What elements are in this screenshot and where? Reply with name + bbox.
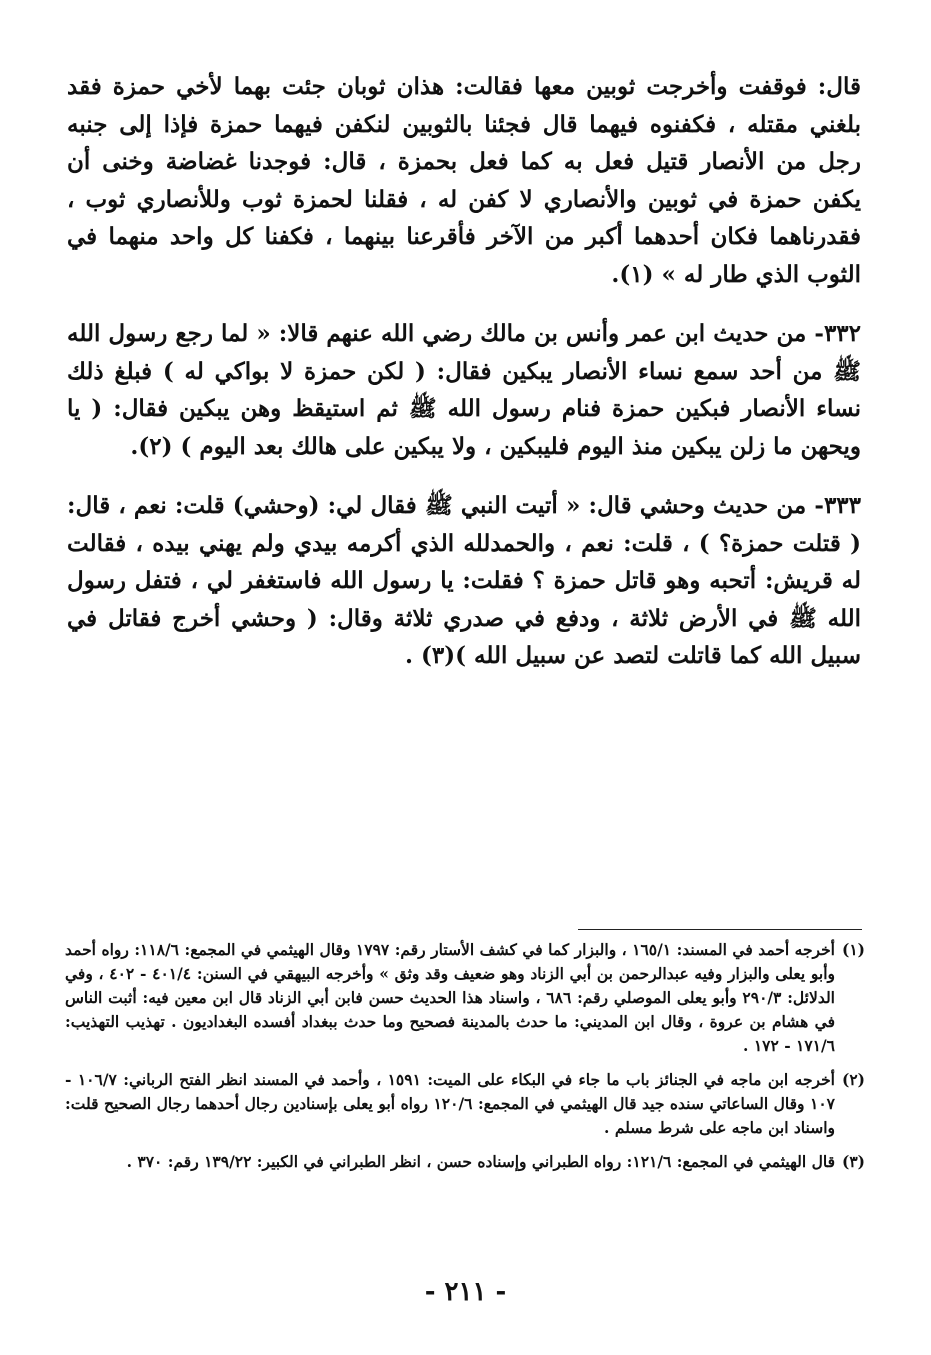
page-number: - ٢١١ -	[424, 1277, 507, 1307]
paragraph-2: ٣٣٢- من حديث ابن عمر وأنس بن مالك رضي الله عنهم قالا: « لما رجع رسول الله ﷺ من أحد سمع نساء الأنصار يبكين فقال: ( لكن حمزة لا بواكي له ) فبلغ ذلك نساء الأنصار فبكين حمزة فنام رسول الله ﷺ ثم استيقظ وهن يبكين فقال: ( يا ويحهن ما زلن يبكين منذ اليوم فليبكين ، ولا يبكين على هالك بعد اليوم ) (٢).	[67, 320, 861, 460]
footnote-2	[65, 1068, 865, 1140]
footnote-number: (١)	[841, 940, 865, 959]
footnote-1	[65, 938, 865, 1058]
footnote-3	[65, 1150, 865, 1174]
footnote-text: قال الهيثمي في المجمع: ١٢١/٦: رواه الطبراني وإسناده حسن ، انظر الطبراني في الكبير: ١٣٩/٢٢ رقم: ٣٧٠ .	[126, 1152, 835, 1171]
paragraph-1: قال: فوقفت وأخرجت ثوبين معها فقالت: هذان ثوبان جئت بهما لأخي حمزة فقد بلغني مقتله ، فكفنوه فيهما قال فجئنا بالثوبين لنكفن فيهما حمزة فإذا إلى جنبه رجل من الأنصار قتيل فعل به كما فعل بحمزة ، قال: فوجدنا غضاضة وخنى أن يكفن حمزة في ثوبين والأنصاري لا كفن له ، فقلنا لحمزة ثوب وللأنصاري ثوب ، فقدرناهما فكان أحدهما أكبر من الآخر فأقرعنا بينهما ، فكفنا كل واحد منهما في الثوب الذي طار له » (١).	[67, 73, 861, 288]
footnote-text: أخرجه ابن ماجه في الجنائز باب ما جاء في البكاء على الميت: ١٥٩١ ، وأحمد في المسند انظر الفتح الرباني: ١٠٦/٧ - ١٠٧ وقال الساعاتي سنده جيد قال الهيثمي في المجمع: ١٢٠/٦ رواه أبو يعلى بإسنادين رجال أحدهما رجال الصحيح قلت: واسناد ابن ماجه على شرط مسلم .	[65, 1070, 835, 1137]
footnotes	[65, 938, 865, 1184]
footnote-text: أخرجه أحمد في المسند: ١٦٥/١ ، والبزار كما في كشف الأستار رقم: ١٧٩٧ وقال الهيثمي في المجمع: ١١٨/٦: رواه أحمد وأبو يعلى والبزار وفيه عبدالرحمن بن أبي الزناد وهو ضعيف وقد وثق » وأخرجه البيهقي في السنن: ٤٠١/٤ - ٤٠٢ ، وفي الدلائل: ٢٩٠/٣ وأبو يعلى الموصلي رقم: ٦٨٦ ، واسناد هذا الحديث حسن فابن أبي الزناد قال ابن معين فيه: أثبت الناس في هشام بن عروة ، وقال ابن المديني: ما حدث بالمدينة فصحيح وما حدث ببغداد أفسده البغداديون . تهذيب التهذيب: ١٧١/٦ - ١٧٢ .	[65, 940, 835, 1055]
footnote-number: (٣)	[841, 1152, 865, 1171]
main-text	[67, 68, 861, 697]
footnote-number: (٢)	[841, 1070, 865, 1089]
footnote-separator	[578, 929, 862, 930]
paragraph-3: ٣٣٣- من حديث وحشي قال: « أتيت النبي ﷺ فقال لي: (وحشي) قلت: نعم ، قال: ( قتلت حمزة؟ ) ، قلت: نعم ، والحمدلله الذي أكرمه بيدي ولم يهني بيده ، فقالت له قريش: أتحبه وهو قاتل حمزة ؟ فقلت: يا رسول الله فاستغفر لي ، فتفل رسول الله ﷺ في الأرض ثلاثة ، ودفع في صدري ثلاثة وقال: ( وحشي أخرج فقاتل في سبيل الله كما قاتلت لتصد عن سبيل الله )(٣) .	[67, 492, 861, 669]
